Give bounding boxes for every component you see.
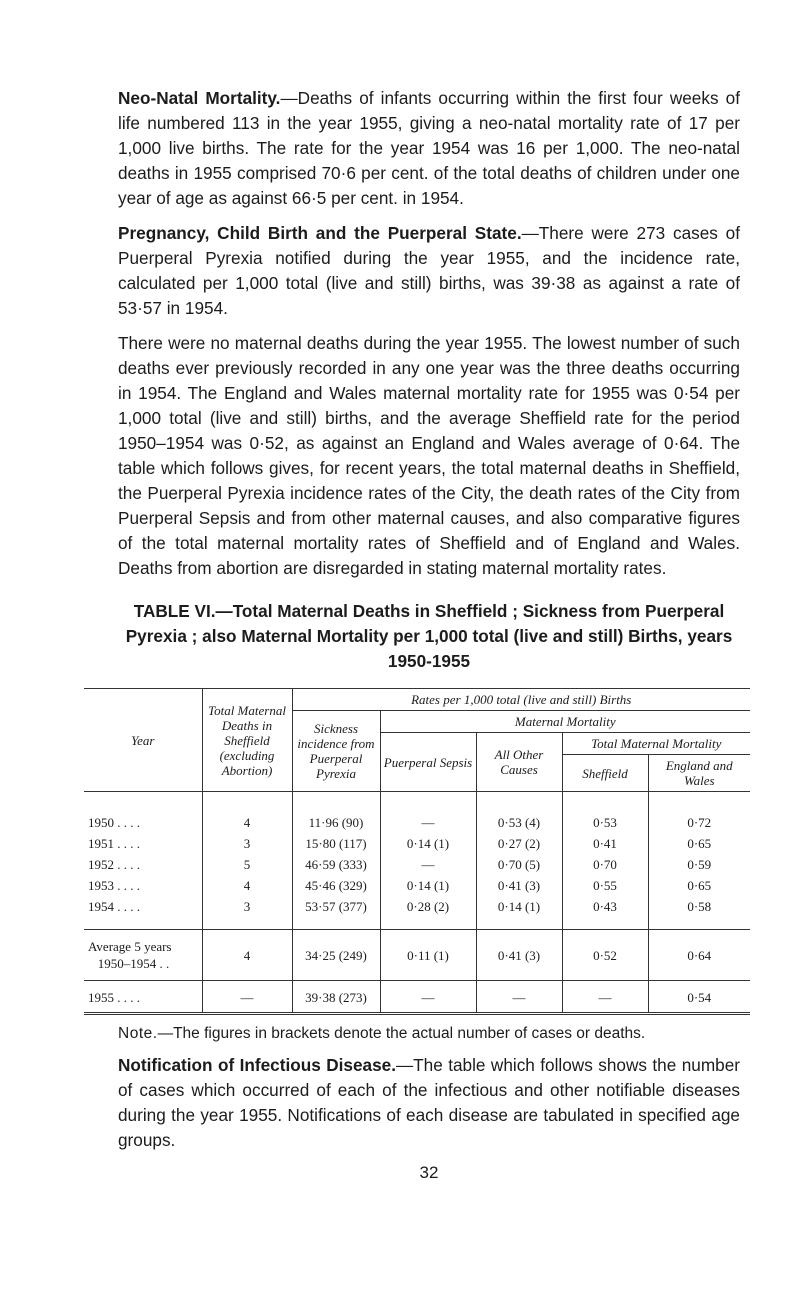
document-page bbox=[88, 86, 740, 1183]
table-row: 1952 . . . . 5 46·59 (333) — 0·70 (5) 0·70 0·59 bbox=[84, 854, 750, 875]
header-england-wales: England and Wales bbox=[648, 755, 750, 792]
header-all-other: All Other Causes bbox=[476, 733, 562, 792]
pregnancy-text: —There were 273 cases of Puerperal Pyrexia notified during the year 1955, and the incidence rate, calculated per 1,000 total (live and still) births, was 39·38 as against a rate of 53·57 in 1954. bbox=[118, 223, 740, 318]
average-row-group bbox=[84, 930, 750, 981]
table-note bbox=[118, 1023, 740, 1045]
infectious-paragraph bbox=[118, 1053, 740, 1153]
header-total-maternal-mortality: Total Maternal Mortality bbox=[562, 733, 750, 755]
header-maternal-mortality: Maternal Mortality bbox=[380, 711, 750, 733]
neonatal-paragraph bbox=[118, 86, 740, 211]
table-title: TABLE VI.—Total Maternal Deaths in Sheffield ; Sickness from Puerperal Pyrexia ; also Maternal Mortality per 1,000 total (live and still) Births, years 1950-1955 bbox=[125, 601, 733, 671]
header-rates-group: Rates per 1,000 total (live and still) Births bbox=[292, 689, 750, 711]
header-puerperal-sepsis: Puerperal Sepsis bbox=[380, 733, 476, 792]
neonatal-text: —Deaths of infants occurring within the first four weeks of life numbered 113 in the year 1955, giving a neo-natal mortality rate of 17 per 1,000 live births. The rate for the year 1954 was 16 per 1,000. The neo-natal deaths in 1955 comprised 70·6 per cent. of the total deaths of children under one year of age as against 66·5 per cent. in 1954. bbox=[118, 88, 740, 208]
page-number: 32 bbox=[419, 1163, 439, 1182]
header-total-deaths: Total Maternal Deaths in Sheffield (excluding Abortion) bbox=[202, 689, 292, 792]
header-year: Year bbox=[84, 689, 202, 792]
note-text: —The figures in brackets denote the actual number of cases or deaths. bbox=[157, 1025, 646, 1042]
table-row: 1951 . . . . 3 15·80 (117) 0·14 (1) 0·27 (2) 0·41 0·65 bbox=[84, 833, 750, 854]
note-label: Note. bbox=[118, 1025, 158, 1042]
neonatal-heading: Neo-Natal Mortality. bbox=[118, 88, 281, 108]
table-row: 1955 . . . . — 39·38 (273) — — — 0·54 bbox=[84, 981, 750, 1014]
table-row: 1953 . . . . 4 45·46 (329) 0·14 (1) 0·41 (3) 0·55 0·65 bbox=[84, 875, 750, 896]
yearly-rows bbox=[84, 792, 750, 930]
maternal-mortality-table bbox=[84, 688, 750, 1015]
header-sickness: Sickness incidence from Puerperal Pyrexia bbox=[292, 711, 380, 792]
infectious-heading: Notification of Infectious Disease. bbox=[118, 1055, 396, 1075]
pregnancy-paragraph bbox=[118, 221, 740, 321]
table-row: 1954 . . . . 3 53·57 (377) 0·28 (2) 0·14 (1) 0·43 0·58 bbox=[84, 896, 750, 930]
year-1955-row-group bbox=[84, 981, 750, 1014]
table-row: 1950 . . . . 4 11·96 (90) — 0·53 (4) 0·53 0·72 bbox=[84, 792, 750, 834]
infectious-text: —The table which follows shows the number of cases which occurred of each of the infectious and other notifiable diseases during the year 1955. Notifications of each disease are tabulated in specified age groups. bbox=[118, 1055, 740, 1150]
pregnancy-heading: Pregnancy, Child Birth and the Puerperal State. bbox=[118, 223, 522, 243]
maternal-deaths-paragraph: There were no maternal deaths during the year 1955. The lowest number of such deaths ever previously recorded in any one year was the three deaths occurring in 1954. The England and Wales maternal mortality rate for 1955 was 0·54 per 1,000 total (live and still) births, and the average Sheffield rate for the period 1950–1954 was 0·52, as against an England and Wales average of 0·64. The table which follows gives, for recent years, the total maternal deaths in Sheffield, the Puerperal Pyrexia incidence rates of the City, the death rates of the City from Puerperal Sepsis and from other maternal causes, and also comparative figures of the total maternal mortality rates of Sheffield and of England and Wales. Deaths from abortion are disregarded in stating maternal mortality rates. bbox=[118, 333, 740, 578]
average-row: Average 5 years 1950–1954 . . 4 34·25 (249) 0·11 (1) 0·41 (3) 0·52 0·64 bbox=[84, 930, 750, 981]
header-sheffield: Sheffield bbox=[562, 755, 648, 792]
